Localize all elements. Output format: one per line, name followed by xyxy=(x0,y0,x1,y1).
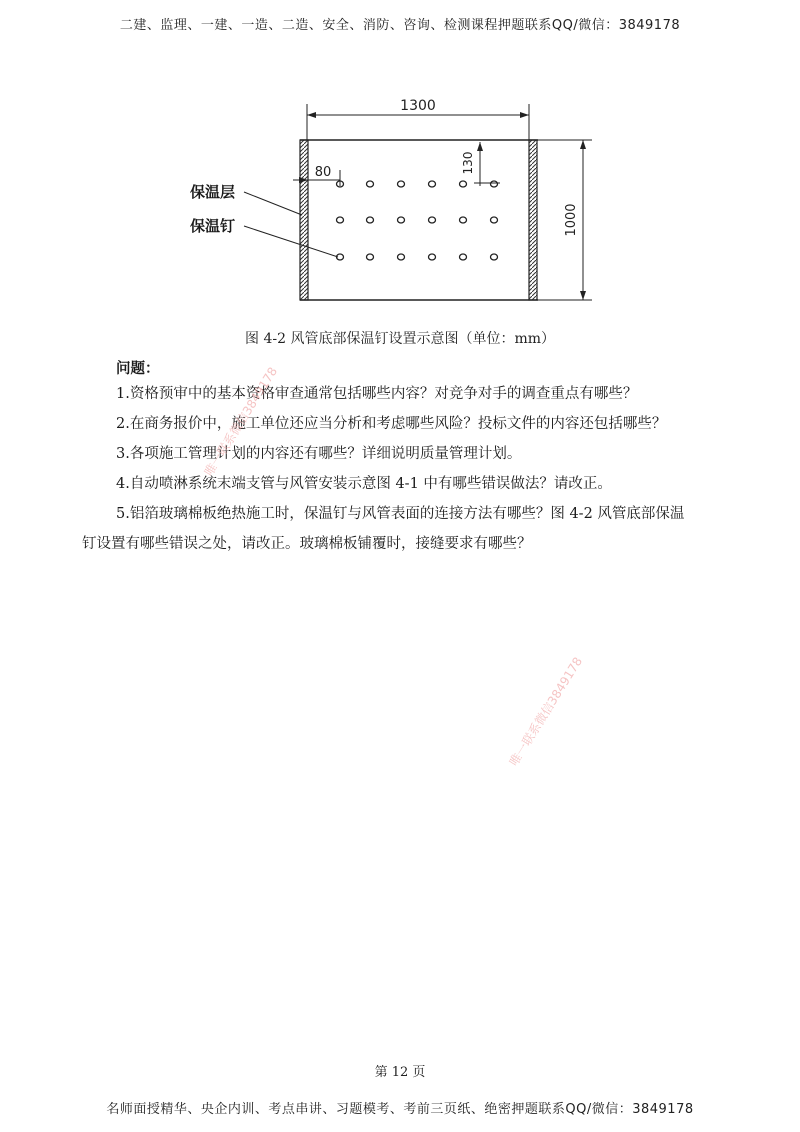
page-footer: 名师面授精华、央企内训、考点串讲、习题模考、考前三页纸、绝密押题联系QQ/微信：3849178 xyxy=(106,1102,694,1117)
page-number: 第 12 页 xyxy=(374,1065,426,1080)
nail-marker xyxy=(367,181,374,187)
nail-marker xyxy=(367,217,374,223)
nail-marker xyxy=(337,217,344,223)
nail-marker xyxy=(398,217,405,223)
question-item: 2.在商务报价中，施工单位还应当分析和考虑哪些风险？投标文件的内容还包括哪些？ xyxy=(116,416,667,432)
question-item: 4.自动喷淋系统末端支管与风管安装示意图 4-1 中有哪些错误做法？请改正。 xyxy=(116,476,612,492)
width-dimension-label: 1300 xyxy=(400,98,436,114)
insulation-nail-label: 保温钉 xyxy=(190,217,236,235)
insulation-nail-leader xyxy=(244,226,338,257)
nail-grid xyxy=(337,181,498,260)
question-item: 5.铝箔玻璃棉板绝热施工时，保温钉与风管表面的连接方法有哪些？图 4-2 风管底部保温 xyxy=(116,506,685,522)
insulation-layer-right xyxy=(529,140,537,300)
nail-marker xyxy=(491,217,498,223)
duct-nail-diagram xyxy=(0,0,800,330)
nail-marker xyxy=(398,254,405,260)
nail-marker xyxy=(429,217,436,223)
question-item: 3.各项施工管理计划的内容还有哪些？详细说明质量管理计划。 xyxy=(116,446,522,462)
nail-marker xyxy=(429,254,436,260)
question-item: 1.资格预审中的基本资格审查通常包括哪些内容？对竞争对手的调查重点有哪些？ xyxy=(116,386,638,402)
nail-marker xyxy=(398,181,405,187)
questions-title: 问题： xyxy=(116,360,160,377)
nail-marker xyxy=(460,217,467,223)
nail-marker xyxy=(460,181,467,187)
nail-marker xyxy=(491,254,498,260)
watermark: 唯一联系微信3849178 xyxy=(201,364,281,479)
question-item-continued: 钉设置有哪些错误之处，请改正。玻璃棉板铺覆时，接缝要求有哪些？ xyxy=(82,536,532,552)
insulation-layer-left xyxy=(300,140,308,300)
nail-marker xyxy=(491,181,498,187)
nail-marker xyxy=(367,254,374,260)
insulation-layer-label: 保温层 xyxy=(190,183,236,201)
nail-marker xyxy=(429,181,436,187)
nail-marker xyxy=(460,254,467,260)
edge-offset-label: 80 xyxy=(314,165,332,180)
figure-caption: 图 4-2 风管底部保温钉设置示意图（单位：mm） xyxy=(245,331,555,347)
insulation-layer-leader xyxy=(244,192,302,215)
page-header: 二建、监理、一建、一造、二造、安全、消防、咨询、检测课程押题联系QQ/微信：3849178 xyxy=(119,18,681,33)
top-offset-label: 130 xyxy=(461,151,475,175)
watermark: 唯一联系微信3849178 xyxy=(506,654,586,769)
height-dimension-label: 1000 xyxy=(564,203,579,237)
